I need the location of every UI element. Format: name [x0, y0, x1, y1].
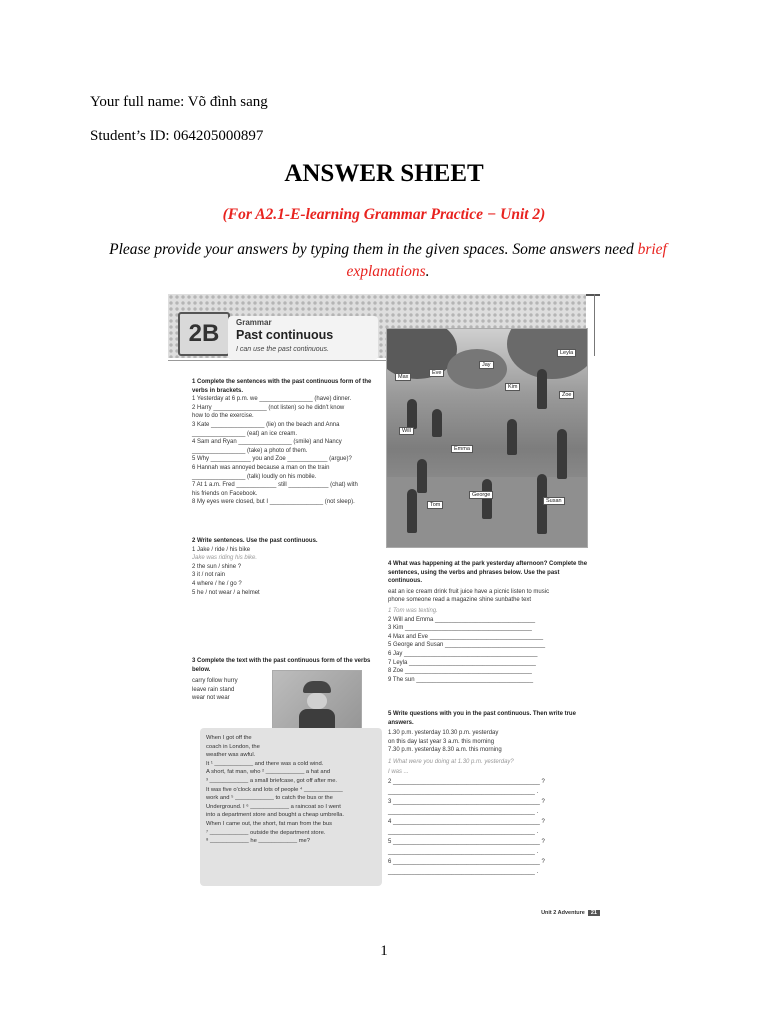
exercise-3-verb-row: wear not wear — [192, 695, 230, 702]
exercise-5-line: 2 ____________________________________________ ? — [388, 778, 545, 785]
tag-tom: Tom — [427, 501, 443, 509]
exercise-1 — [192, 378, 382, 507]
exercise-5-time-row: 1.30 p.m. yesterday 10.30 p.m. yesterday — [388, 730, 499, 737]
tag-jay: Jay — [479, 361, 494, 369]
student-name-line: Your full name: Võ đình sang — [90, 94, 268, 110]
tag-will: Will — [399, 427, 414, 435]
exercise-1-line: 7 At 1 a.m. Fred ____________ still ____________ (chat) with — [192, 482, 358, 489]
tag-emma: Emma — [451, 445, 473, 453]
tag-max: Max — [395, 373, 411, 381]
workbook-page-image — [168, 294, 600, 922]
section-label: Grammar — [236, 318, 272, 327]
page-title: ANSWER SHEET — [284, 160, 484, 187]
exercise-3-text-line: When I came out, the short, fat man from the bus — [206, 820, 332, 827]
exercise-1-line: 1 Yesterday at 6 p.m. we ________________ (have) dinner. — [192, 396, 352, 403]
page-number: 1 — [380, 943, 388, 959]
tag-eve: Eve — [429, 369, 444, 377]
section-title: Past continuous — [236, 328, 334, 342]
exercise-2-line: 5 he / not wear / a helmet — [192, 589, 260, 596]
workbook-footer — [541, 910, 600, 916]
exercise-4-line: 4 Max and Eve __________________________________ — [388, 633, 544, 640]
instructions-text: Please provide your answers by typing them in the given spaces. Some answers need — [109, 241, 638, 258]
exercise-2-line: 4 where / he / go ? — [192, 580, 242, 587]
lesson-title-tab — [228, 316, 378, 360]
exercise-4-line: 7 Leyla ______________________________________ — [388, 659, 536, 666]
exercise-3-heading: 3 Complete the text with the past continuous form of the verbs below. — [192, 658, 371, 673]
exercise-4-heading: 4 What was happening at the park yesterday afternoon? Complete the sentences, using the verbs and phrases below. Use the past continuous. — [388, 561, 588, 585]
exercise-1-line: ________________ (eat) an ice cream. — [192, 430, 298, 437]
exercise-4-line: 5 George and Susan ______________________________ — [388, 642, 546, 649]
exercise-2-heading: 2 Write sentences. Use the past continuous. — [192, 538, 318, 544]
exercise-5-line: ____________________________________________ . — [388, 808, 539, 815]
tag-kim: Kim — [505, 383, 520, 391]
tag-george: George — [469, 491, 493, 499]
footer-page-number: 21 — [588, 910, 600, 916]
exercise-4-phrase-row: eat an ice cream drink fruit juice have a picnic listen to music — [388, 588, 550, 595]
exercise-1-heading: 1 Complete the sentences with the past continuous form of the verbs in brackets. — [192, 379, 372, 394]
exercise-4-line: 8 Zoe ______________________________________ — [388, 668, 532, 675]
story-text-box — [200, 728, 382, 886]
exercise-3-text-line: A short, fat man, who ² ____________ a hat and — [206, 769, 331, 776]
exercise-5-time-row: on this day last year 3 a.m. this morning — [388, 738, 495, 745]
exercise-5-line: 1 What were you doing at 1.30 p.m. yesterday? — [388, 758, 514, 765]
exercise-2-line: Jake was riding his bike. — [192, 555, 258, 562]
exercise-1-line: ________________ (take) a photo of them. — [192, 447, 308, 454]
exercise-1-line: 2 Harry ________________ (not listen) so he didn't know — [192, 404, 345, 411]
student-id-line: Student’s ID: 064205000897 — [90, 128, 264, 144]
instructions-highlight: brief explanations — [346, 241, 667, 280]
exercise-1-line: 6 Hannah was annoyed because a man on the train — [192, 464, 330, 471]
exercise-2 — [192, 537, 382, 597]
exercise-1-line: 8 My eyes were closed, but I ________________ (not sleep). — [192, 499, 355, 506]
tag-zoe: Zoe — [559, 391, 574, 399]
exercise-5-line: 3 ____________________________________________ ? — [388, 798, 545, 805]
exercise-3-text-line: work and ⁵ ____________ to catch the bus or the — [206, 795, 333, 802]
exercise-3-text-line: It ¹ ____________ and there was a cold wind. — [206, 760, 324, 767]
exercise-5-line: ____________________________________________ . — [388, 848, 539, 855]
exercise-5-line: I was ... — [388, 768, 409, 775]
instructions — [108, 239, 668, 283]
exercise-5-line: 5 ____________________________________________ ? — [388, 838, 545, 845]
exercise-3-text-line: When I got off the — [206, 735, 252, 741]
exercise-5-line: ____________________________________________ . — [388, 828, 539, 835]
exercise-5-line: ____________________________________________ . — [388, 788, 539, 795]
exercise-4-line: 1 Tom was texting. — [388, 607, 438, 614]
exercise-1-line: how to do the exercise. — [192, 413, 254, 420]
exercise-2-line: 3 it / not rain — [192, 572, 226, 579]
park-scene-illustration — [386, 328, 588, 548]
exercise-3-text-line: ⁷ ____________ outside the department store. — [206, 829, 326, 836]
exercise-3-text-line: It was five o'clock and lots of people ⁴ ____________ — [206, 786, 343, 793]
exercise-1-line: his friends on Facebook. — [192, 490, 258, 497]
instructions-end: . — [425, 263, 430, 280]
lesson-badge: 2B — [178, 312, 230, 356]
exercise-1-line: 3 Kate ________________ (lie) on the beach and Anna — [192, 421, 340, 428]
exercise-3-text-line: Underground. I ⁶ ____________ a raincoat so I went — [206, 803, 341, 810]
exercise-2-line: 1 Jake / ride / his bike — [192, 546, 251, 553]
exercise-4-phrase-row: phone someone read a magazine shine sunbathe text — [388, 597, 532, 604]
exercise-3-text-line: weather was awful. — [206, 752, 256, 759]
can-do-statement: I can use the past continuous. — [236, 346, 330, 353]
tag-leyla: Leyla — [557, 349, 576, 357]
footer-unit: Unit 2 Adventure — [541, 910, 585, 916]
exercise-4-line: 6 Jay ________________________________________ — [388, 650, 538, 657]
exercise-4 — [388, 560, 588, 684]
exercise-3-text-line: into a department store and bought a cheap umbrella. — [206, 812, 344, 819]
exercise-5-heading: 5 Write questions with you in the past continuous. Then write true answers. — [388, 711, 576, 726]
exercise-4-line: 2 Will and Emma ______________________________ — [388, 616, 536, 623]
exercise-5-line: 4 ____________________________________________ ? — [388, 818, 545, 825]
exercise-3-text-line: coach in London, the — [206, 743, 260, 750]
exercise-1-line: 5 Why ____________ you and Zoe ____________ (argue)? — [192, 456, 352, 463]
tag-susan: Susan — [543, 497, 565, 505]
exercise-1-line: ________________ (talk) loudly on his mobile. — [192, 473, 317, 480]
exercise-4-line: 9 The sun ___________________________________ — [388, 676, 534, 683]
exercise-1-line: 4 Sam and Ryan ________________ (smile) and Nancy — [192, 439, 342, 446]
exercise-3-verb-row: leave rain stand — [192, 686, 235, 693]
exercise-3-text-line: ³ ____________ a small briefcase, got off after me. — [206, 777, 338, 784]
page-subtitle: (For A2.1-E-learning Grammar Practice − Unit 2) — [222, 206, 546, 223]
page-edge-line — [594, 294, 595, 356]
corner-bar — [586, 294, 600, 296]
exercise-2-line: 2 the sun / shine ? — [192, 563, 242, 570]
exercise-4-line: 3 Kim ______________________________________ — [388, 625, 532, 632]
exercise-5 — [388, 710, 588, 877]
exercise-5-line: ____________________________________________ . — [388, 868, 539, 875]
exercise-5-line: 6 ____________________________________________ ? — [388, 858, 545, 865]
exercise-3-verb-row: carry follow hurry — [192, 678, 238, 685]
exercise-5-time-row: 7.30 p.m. yesterday 8.30 a.m. this morning — [388, 747, 502, 754]
exercise-3-text-line: ⁸ ____________ he ____________ me? — [206, 838, 310, 845]
